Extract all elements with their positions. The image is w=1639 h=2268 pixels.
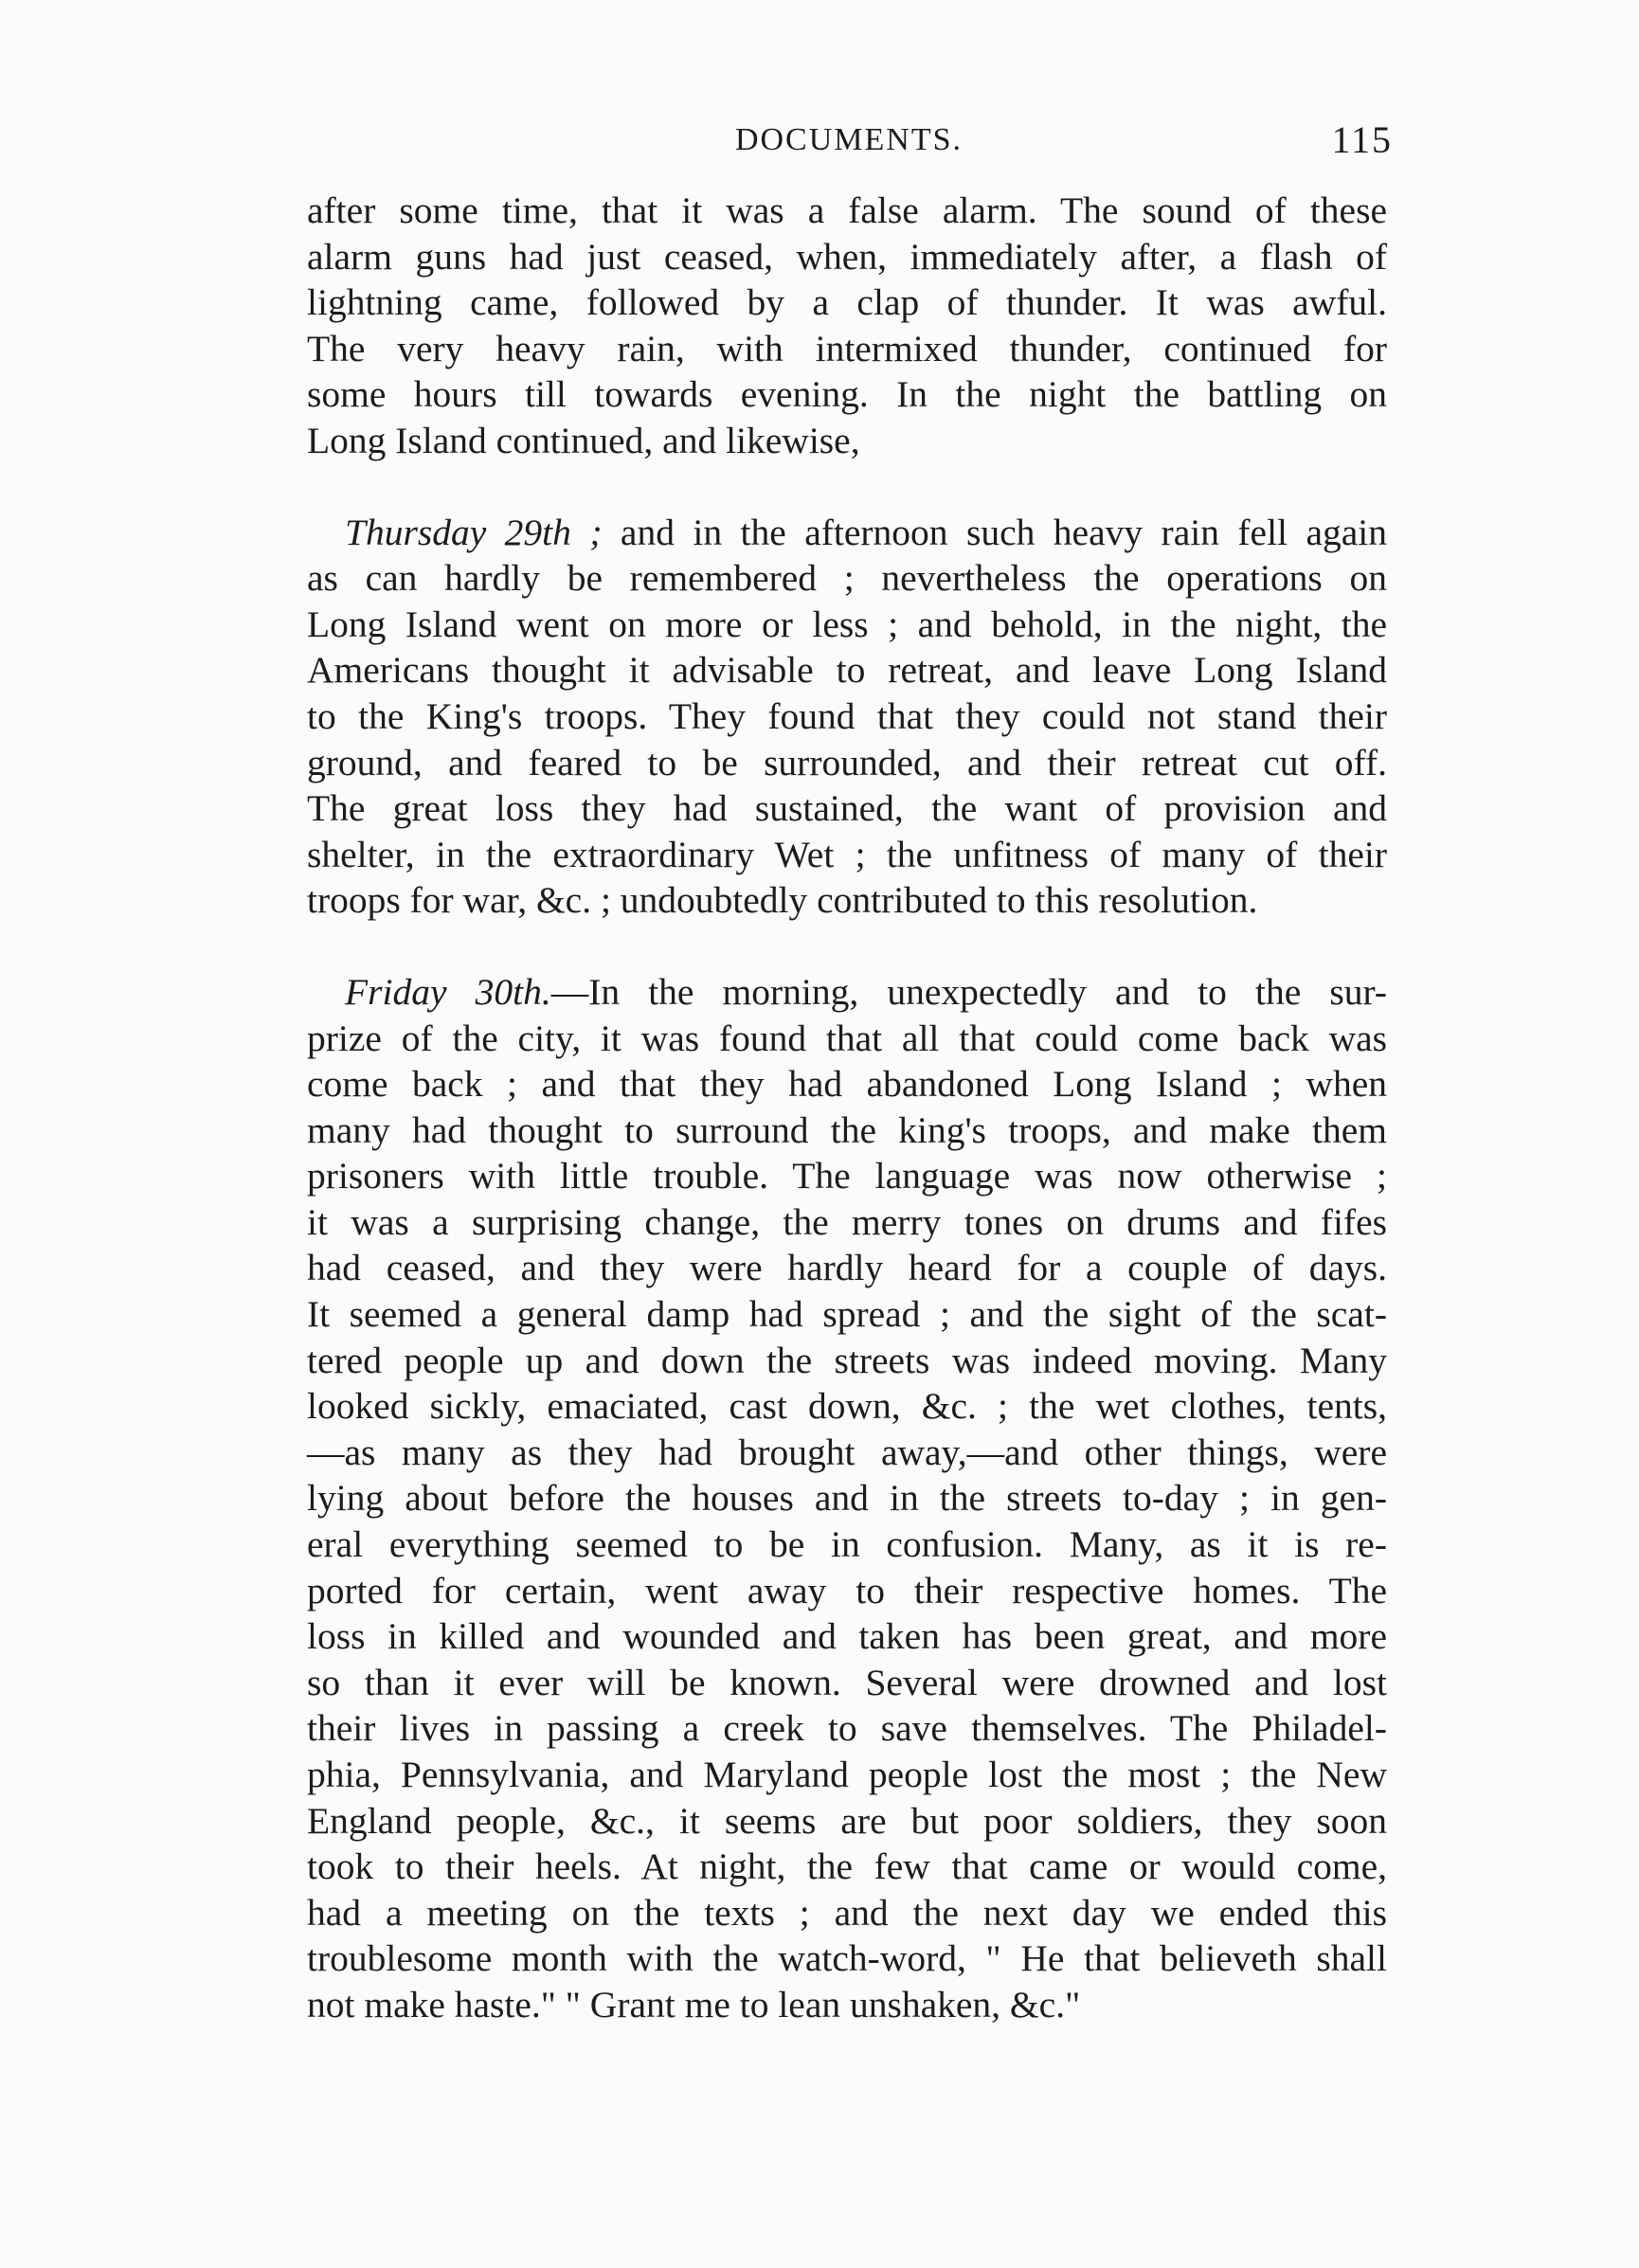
text-line: Americans thought it advisable to retreat, and leave Long Island [307, 649, 1387, 692]
paragraph-friday [307, 969, 1387, 2028]
entry-date: Friday 30th. [345, 970, 551, 1013]
text-line: Long Island went on more or less ; and behold, in the night, the [307, 603, 1387, 645]
page-number: 115 [1331, 118, 1393, 161]
running-head [305, 112, 1393, 169]
text-line: troops for war, &c. ; undoubtedly contributed to this resolution. [307, 879, 1258, 922]
text-line: as can hardly be remembered ; nevertheless the operations on [307, 557, 1387, 600]
text-line: It seemed a general damp had spread ; and the sight of the scat- [307, 1293, 1387, 1336]
text-line: had ceased, and they were hardly heard for a couple of days. [307, 1247, 1387, 1289]
text-line: had a meeting on the texts ; and the next day we ended this [307, 1891, 1387, 1934]
text-line: some hours till towards evening. In the night the battling on [307, 373, 1387, 416]
text-line: —as many as they had brought away,—and other things, were [307, 1431, 1387, 1473]
text-line: looked sickly, emaciated, cast down, &c. ; the wet clothes, tents, [307, 1385, 1387, 1428]
text-line: eral everything seemed to be in confusion. Many, as it is re- [307, 1523, 1387, 1566]
text-line: The very heavy rain, with intermixed thunder, continued for [307, 327, 1387, 369]
text-line: England people, &c., it seems are but poor soldiers, they soon [307, 1799, 1387, 1842]
text-line: ported for certain, went away to their respective homes. The [307, 1569, 1387, 1611]
entry-date: Thursday 29th ; [345, 511, 603, 553]
text-line: took to their heels. At night, the few that came or would come, [307, 1845, 1387, 1888]
text-line: it was a surprising change, the merry tones on drums and fifes [307, 1200, 1387, 1243]
text-line: alarm guns had just ceased, when, immediately after, a flash of [307, 235, 1387, 278]
text-line: to the King's troops. They found that they could not stand their [307, 694, 1387, 737]
text-line-rest: and in the afternoon such heavy rain fell again [602, 511, 1387, 553]
text-line: Long Island continued, and likewise, [307, 419, 860, 461]
text-line: not make haste." " Grant me to lean unshaken, &c." [307, 1983, 1081, 2025]
text-line: prize of the city, it was found that all that could come back was [307, 1017, 1387, 1059]
text-line: shelter, in the extraordinary Wet ; the unfitness of many of their [307, 833, 1387, 875]
paragraph-thursday [307, 510, 1387, 924]
text-line: lying about before the houses and in the streets to-day ; in gen- [307, 1477, 1387, 1520]
text-line: so than it ever will be known. Several were drowned and lost [307, 1661, 1387, 1703]
paragraph-continuation [307, 188, 1387, 464]
text-line-rest: —In the morning, unexpectedly and to the sur- [550, 970, 1387, 1013]
text-line: many had thought to surround the king's troops, and make them [307, 1108, 1387, 1151]
text-line: tered people up and down the streets was indeed moving. Many [307, 1339, 1387, 1381]
text-line: loss in killed and wounded and taken has been great, and more [307, 1615, 1387, 1658]
text-line: The great loss they had sustained, the want of provision and [307, 787, 1387, 830]
text-line-first [307, 510, 1387, 556]
text-line: come back ; and that they had abandoned Long Island ; when [307, 1063, 1387, 1106]
text-line: prisoners with little trouble. The language was now otherwise ; [307, 1155, 1387, 1197]
body-text [307, 188, 1387, 2028]
text-line: ground, and feared to be surrounded, and their retreat cut off. [307, 741, 1387, 783]
text-line: lightning came, followed by a clap of thunder. It was awful. [307, 281, 1387, 324]
text-line: troublesome month with the watch-word, " He that believeth shall [307, 1937, 1387, 1980]
running-title: DOCUMENTS. [734, 122, 964, 157]
text-line: their lives in passing a creek to save themselves. The Philadel- [307, 1707, 1387, 1750]
text-line: phia, Pennsylvania, and Maryland people lost the most ; the New [307, 1754, 1387, 1795]
text-line: after some time, that it was a false alarm. The sound of these [307, 189, 1387, 231]
text-line-first [307, 969, 1387, 1016]
